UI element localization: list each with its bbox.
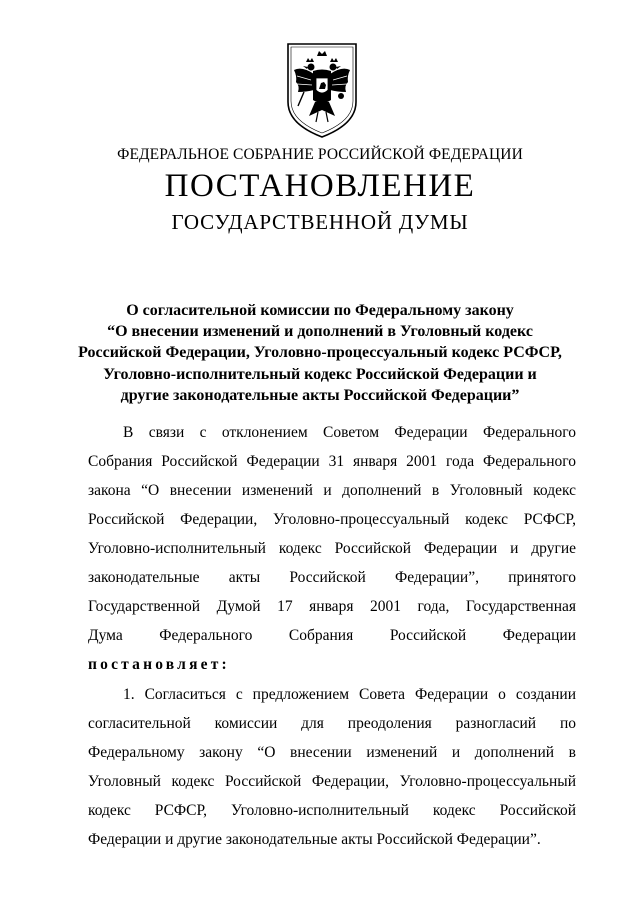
- title-line: Уголовно-исполнительный кодекс Российской Федерации и: [103, 365, 537, 383]
- paragraph-line: Собрания Российской Федерации 31 января 2001 года Федерального: [88, 453, 576, 470]
- preamble-paragraph: [88, 418, 576, 679]
- paragraph-line: Дума Федерального Собрания Российской Федерации: [88, 627, 576, 644]
- paragraph-line: кодекс РСФСР, Уголовно-исполнительный кодекс Российской: [88, 802, 576, 819]
- issuing-body-heading: ГОСУДАРСТВЕННОЙ ДУМЫ: [171, 210, 469, 234]
- title-line: другие законодательные акты Российской Федерации”: [120, 386, 520, 404]
- item-1-paragraph: [88, 680, 576, 854]
- paragraph-line: Федеральному закону “О внесении изменений и дополнений в: [88, 744, 576, 761]
- paragraph-line: В связи с отклонением Советом Федерации Федерального: [123, 424, 576, 441]
- coat-of-arms-icon: [284, 40, 360, 140]
- title-line: “О внесении изменений и дополнений в Уголовный кодекс: [107, 323, 533, 341]
- organization-heading: ФЕДЕРАЛЬНОЕ СОБРАНИЕ РОССИЙСКОЙ ФЕДЕРАЦИИ: [117, 146, 523, 163]
- paragraph-line: Российской Федерации, Уголовно-процессуальный кодекс РСФСР,: [88, 511, 576, 528]
- title-line: О согласительной комиссии по Федеральному закону: [126, 302, 514, 319]
- paragraph-line: законодательные акты Российской Федерации”, принятого: [88, 569, 576, 586]
- coat-of-arms-drawing: [284, 40, 360, 140]
- paragraph-line: Уголовно-исполнительный кодекс Российской Федерации и другие: [88, 540, 576, 557]
- paragraph-line: 1. Согласиться с предложением Совета Федерации о создании: [123, 686, 576, 703]
- document-type-heading: ПОСТАНОВЛЕНИЕ: [164, 168, 476, 204]
- decree-word: постановляет:: [88, 656, 230, 673]
- paragraph-line: Федерации и другие законодательные акты Российской Федерации”.: [88, 831, 541, 848]
- paragraph-line: Государственной Думой 17 января 2001 года, Государственная: [88, 598, 576, 615]
- document-title: [60, 300, 580, 406]
- paragraph-line: согласительной комиссии для преодоления разногласий по: [88, 715, 576, 732]
- title-line: Российской Федерации, Уголовно-процессуальный кодекс РСФСР,: [78, 344, 562, 362]
- paragraph-line: Уголовный кодекс Российской Федерации, Уголовно-процессуальный: [88, 773, 576, 790]
- paragraph-line: закона “О внесении изменений и дополнений в Уголовный кодекс: [88, 482, 576, 499]
